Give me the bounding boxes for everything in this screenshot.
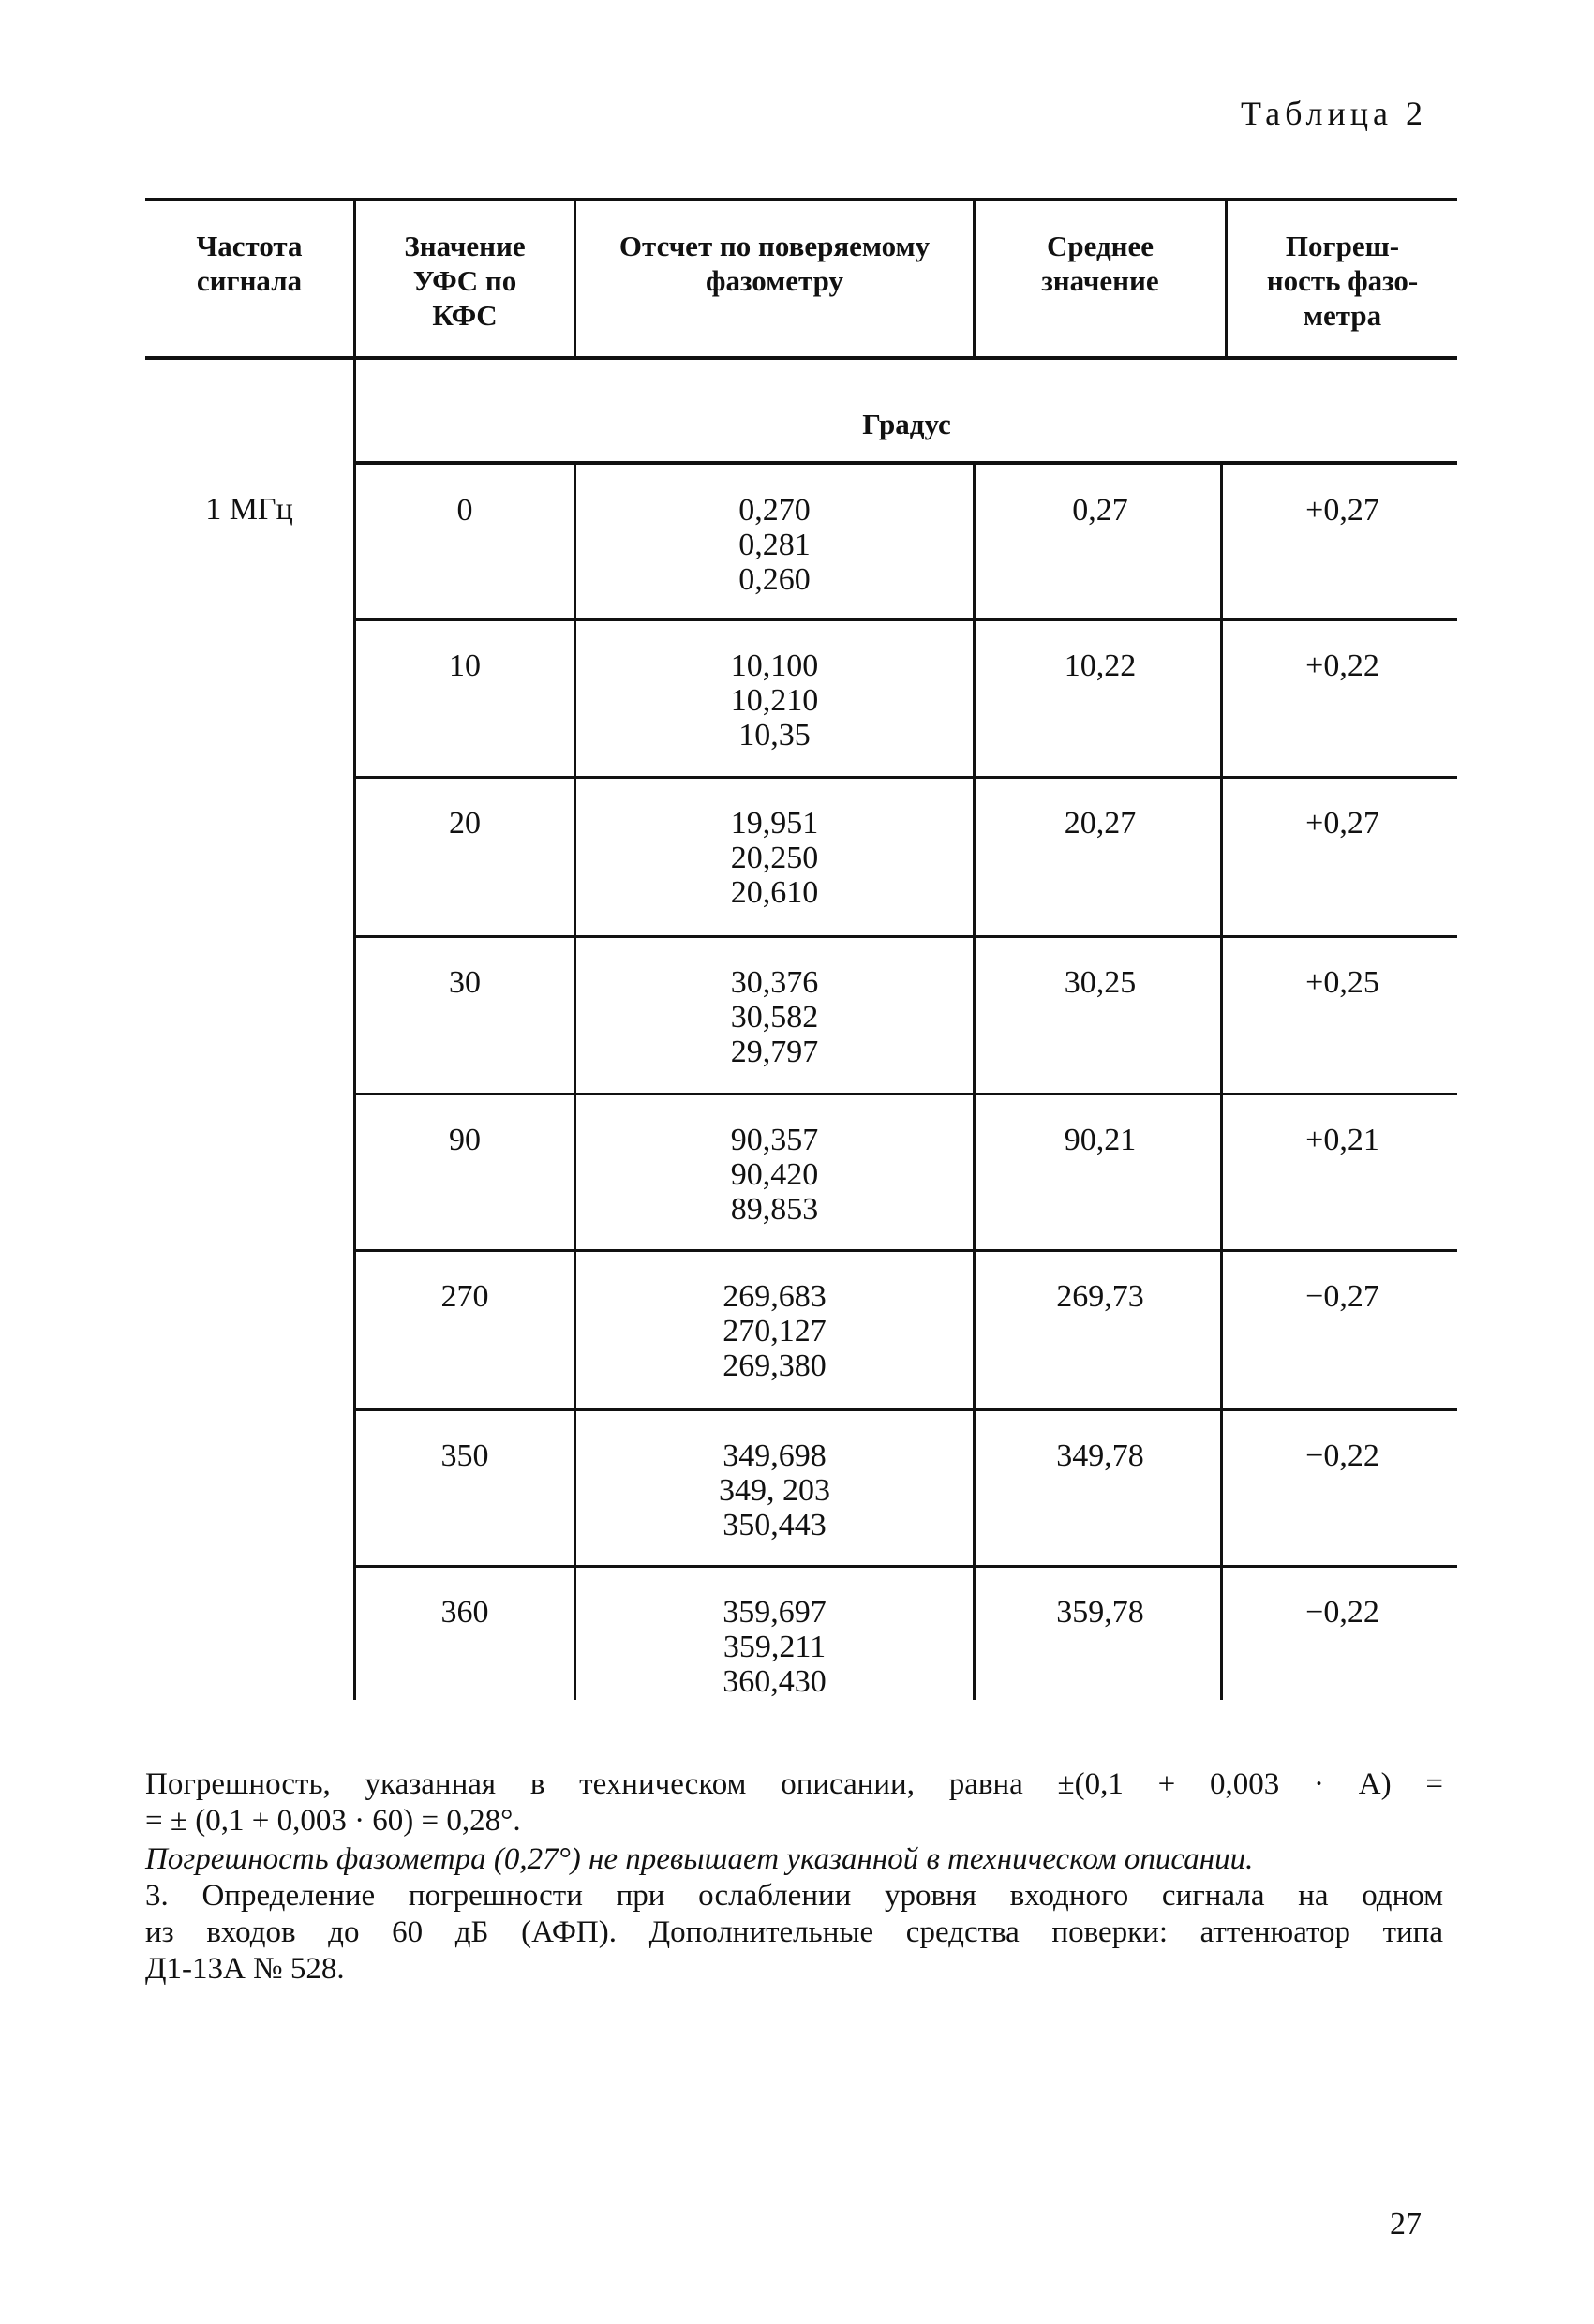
header-reading-line-2: фазометру [706, 264, 843, 297]
reading-value: 20,610 [730, 875, 819, 910]
row-divider-error [1220, 778, 1223, 937]
readings-cell [576, 806, 973, 910]
header-error-line-2: ность фазо- [1266, 264, 1419, 297]
row-divider-error [1220, 1567, 1223, 1700]
paragraph-3 [145, 1878, 1443, 1988]
table-top-rule [145, 198, 1457, 201]
row-divider-mean [973, 1410, 976, 1567]
header-ufs-line-3: КФС [432, 299, 498, 332]
reading-value: 359,697 [723, 1595, 827, 1630]
ufs-value: 360 [440, 1595, 489, 1630]
row-divider-error [1220, 1095, 1223, 1251]
error-value: +0,22 [1305, 648, 1379, 683]
ufs-value: 90 [449, 1123, 481, 1157]
paragraph-1-line-1: Погрешность, указанная в техническом описании, равна ±(0,1 + 0,003 · A) = [145, 1767, 1443, 1801]
reading-value: 10,35 [738, 718, 811, 752]
header-error [1228, 229, 1457, 333]
mean-value: 359,78 [1056, 1595, 1144, 1630]
row-divider-error [1220, 1410, 1223, 1567]
row-divider-error [1220, 465, 1223, 620]
header-mean [976, 229, 1225, 298]
mean-value: 0,27 [1072, 493, 1128, 528]
row-divider-error [1220, 1251, 1223, 1410]
readings-cell [576, 1438, 973, 1542]
header-ufs [356, 229, 574, 333]
reading-value: 30,582 [730, 1000, 819, 1035]
reading-value: 359,211 [723, 1630, 827, 1664]
reading-value: 269,380 [723, 1348, 827, 1383]
paragraph-1 [145, 1766, 1443, 1840]
error-value: −0,22 [1305, 1595, 1379, 1630]
reading-value: 10,210 [730, 683, 819, 718]
reading-value: 0,270 [738, 493, 811, 528]
ufs-value: 350 [440, 1438, 489, 1473]
row-divider-mean [973, 1251, 976, 1410]
reading-value: 89,853 [730, 1192, 819, 1227]
readings-cell [576, 1123, 973, 1227]
header-mean-line-2: значение [1041, 264, 1159, 297]
row-separator [356, 1249, 1457, 1252]
row-divider-error [1220, 620, 1223, 778]
row-divider-mean [973, 1567, 976, 1700]
header-ufs-line-1: Значение [404, 230, 526, 262]
row-divider-mean [973, 465, 976, 620]
frequency-value: 1 МГц [205, 492, 293, 527]
reading-value: 349,698 [723, 1438, 827, 1473]
header-frequency-line-1: Частота [196, 230, 303, 262]
row-separator [356, 935, 1457, 938]
header-error-line-3: метра [1303, 299, 1382, 332]
mean-value: 269,73 [1056, 1279, 1144, 1314]
reading-value: 90,357 [730, 1123, 819, 1157]
ufs-value: 30 [449, 965, 481, 1000]
row-divider-mean [973, 1095, 976, 1251]
error-value: +0,25 [1305, 965, 1379, 1000]
header-error-line-1: Погреш- [1285, 230, 1400, 262]
paragraph-3-line-3: Д1-13А № 528. [145, 1952, 345, 1986]
paragraph-2 [145, 1841, 1443, 1878]
error-value: −0,22 [1305, 1438, 1379, 1473]
readings-cell [576, 648, 973, 752]
header-reading [576, 229, 973, 298]
mean-value: 10,22 [1064, 648, 1137, 683]
ufs-value: 20 [449, 806, 481, 841]
paragraph-2-text: Погрешность фазометра (0,27°) не превышает указанной в техническом описании. [145, 1842, 1254, 1876]
ufs-value: 0 [456, 493, 473, 528]
reading-value: 269,683 [723, 1279, 827, 1314]
row-divider-mean [973, 620, 976, 778]
mean-value: 349,78 [1056, 1438, 1144, 1473]
ufs-value: 270 [440, 1279, 489, 1314]
paragraph-3-line-1: 3. Определение погрешности при ослаблении уровня входного сигнала на одном [145, 1879, 1443, 1913]
reading-value: 349, 203 [719, 1473, 830, 1508]
row-divider-mean [973, 778, 976, 937]
header-ufs-line-2: УФС по [412, 264, 517, 297]
row-separator [356, 776, 1457, 779]
row-divider-error [1220, 937, 1223, 1095]
reading-value: 30,376 [730, 965, 819, 1000]
reading-value: 350,443 [723, 1508, 827, 1542]
row-divider-mean [973, 937, 976, 1095]
error-value: +0,27 [1305, 493, 1379, 528]
body-left-divider [353, 360, 356, 1700]
row-separator [356, 1093, 1457, 1095]
unit-row-bottom-rule [355, 461, 1457, 465]
unit-row-label: Градус [862, 408, 951, 440]
mean-value: 20,27 [1064, 806, 1137, 841]
paragraph-3-line-2: из входов до 60 дБ (АФП). Дополнительные средства поверки: аттенюатор типа [145, 1915, 1443, 1949]
reading-value: 29,797 [730, 1035, 819, 1069]
page-number: 27 [1390, 2207, 1422, 2242]
reading-value: 0,260 [738, 562, 811, 597]
readings-cell [576, 493, 973, 597]
mean-value: 30,25 [1064, 965, 1137, 1000]
reading-value: 19,951 [730, 806, 819, 841]
reading-value: 270,127 [723, 1314, 827, 1348]
error-value: +0,21 [1305, 1123, 1379, 1157]
reading-value: 90,420 [730, 1157, 819, 1192]
reading-value: 10,100 [730, 648, 819, 683]
readings-cell [576, 1595, 973, 1699]
header-mean-line-1: Среднее [1046, 230, 1155, 262]
error-value: +0,27 [1305, 806, 1379, 841]
header-bottom-rule [145, 356, 1457, 360]
row-separator [356, 1565, 1457, 1568]
row-separator [356, 1408, 1457, 1411]
header-frequency [145, 229, 353, 298]
paragraph-1-line-2: = ± (0,1 + 0,003 · 60) = 0,28°. [145, 1804, 521, 1838]
readings-cell [576, 1279, 973, 1383]
ufs-value: 10 [449, 648, 481, 683]
readings-cell [576, 965, 973, 1069]
reading-value: 360,430 [723, 1664, 827, 1699]
reading-value: 20,250 [730, 841, 819, 875]
reading-value: 0,281 [738, 528, 811, 562]
error-value: −0,27 [1305, 1279, 1379, 1314]
header-frequency-line-2: сигнала [196, 264, 303, 297]
mean-value: 90,21 [1064, 1123, 1137, 1157]
row-separator [356, 618, 1457, 621]
header-reading-line-1: Отсчет по поверяемому [618, 230, 931, 262]
table-title: Таблица 2 [1241, 95, 1427, 132]
